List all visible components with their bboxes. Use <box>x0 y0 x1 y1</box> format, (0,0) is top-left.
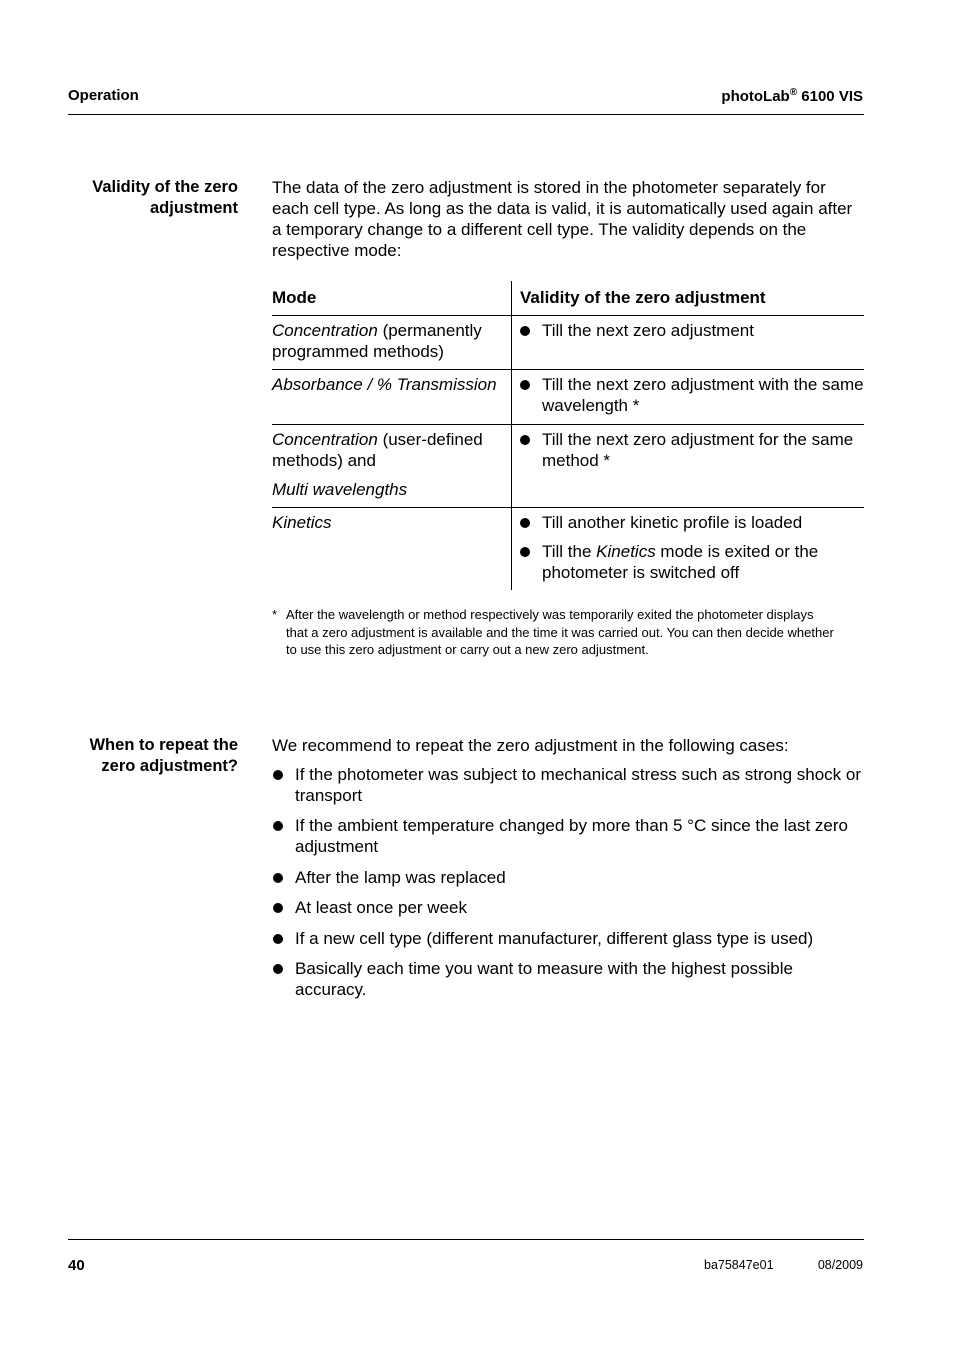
validity-heading-line2: adjustment <box>149 199 238 217</box>
header-product <box>721 87 863 105</box>
bullet-icon <box>520 435 530 445</box>
list-item-text: If a new cell type (different manufacturer, different glass type is used) <box>295 929 814 948</box>
bullet-icon <box>273 964 283 974</box>
item-suffix: mode is exited or the photometer is switched off <box>542 542 819 582</box>
repeat-intro: We recommend to repeat the zero adjustment in the following cases: <box>272 736 789 755</box>
table-row-mode-extra <box>272 479 506 500</box>
page-number: 40 <box>68 1257 85 1274</box>
list-item-text: If the ambient temperature changed by more than 5 °C since the last zero adjustment <box>295 816 848 856</box>
header-rule <box>68 114 864 115</box>
footnote-text: After the wavelength or method respectively was temporarily exited the photometer displays that a zero adjustment is available and the time it was carried out. You can then decide whether to use this zero adjustment or carry out a new zero adjustment. <box>286 607 834 657</box>
bullet-icon <box>273 873 283 883</box>
table-header-validity: Validity of the zero adjustment <box>520 288 766 307</box>
header-section-title: Operation <box>68 87 139 104</box>
mode-detail: (user-defined methods) and <box>272 430 483 470</box>
registered-mark: ® <box>789 87 798 98</box>
validity-heading-line1: Validity of the zero <box>92 178 238 196</box>
mode-detail: (permanently programmed methods) <box>272 321 482 361</box>
product-name: photoLab <box>721 88 790 105</box>
mode-name: Concentration <box>272 430 378 449</box>
list-item-text: Basically each time you want to measure with the highest possible accuracy. <box>295 959 793 999</box>
list-item-text: After the lamp was replaced <box>295 868 506 887</box>
table-row-rule <box>272 507 864 508</box>
footer-rule <box>68 1239 864 1240</box>
footnote-mark: * <box>272 607 278 622</box>
table-row-rule <box>272 424 864 425</box>
bullet-icon <box>273 934 283 944</box>
bullet-icon <box>273 821 283 831</box>
validity-item-text: Till the next zero adjustment <box>542 321 754 340</box>
table-header-mode: Mode <box>272 288 317 307</box>
item-prefix: Till the <box>542 542 597 561</box>
table-row-rule <box>272 369 864 370</box>
table-header-rule <box>272 315 864 316</box>
repeat-heading-line2: zero adjustment? <box>101 757 238 775</box>
bullet-icon <box>520 518 530 528</box>
document-date: 08/2009 <box>817 1258 863 1272</box>
list-item-text: At least once per week <box>295 898 467 917</box>
table-row-mode <box>272 512 506 533</box>
table-column-divider <box>511 281 512 590</box>
table-row-mode <box>272 374 510 395</box>
product-model: 6100 VIS <box>797 88 863 105</box>
document-id: ba75847e01 <box>704 1258 774 1272</box>
bullet-icon <box>520 380 530 390</box>
item-italic: Kinetics <box>596 542 656 561</box>
list-item-text: If the photometer was subject to mechanical stress such as strong shock or transport <box>295 765 861 805</box>
validity-heading <box>68 177 238 219</box>
bullet-icon <box>273 770 283 780</box>
bullet-icon <box>273 903 283 913</box>
mode-name: Kinetics <box>272 513 332 532</box>
mode-name: Absorbance / % Transmission <box>272 375 497 394</box>
validity-intro: The data of the zero adjustment is stored in the photometer separately for each cell type. As long as the data is valid, it is automatically used again after a temporary change to a different cell type. The validity depends on the respective mode: <box>272 178 853 260</box>
mode-name-extra: Multi wavelengths <box>272 480 408 499</box>
validity-item-text: Till the next zero adjustment with the same wavelength * <box>542 375 864 415</box>
table-row-mode <box>272 320 506 362</box>
validity-item-text: Till another kinetic profile is loaded <box>542 513 803 532</box>
validity-item-text <box>542 541 864 583</box>
bullet-icon <box>520 547 530 557</box>
repeat-heading-line1: When to repeat the <box>89 736 238 754</box>
table-row-mode <box>272 429 506 471</box>
validity-item-text: Till the next zero adjustment for the same method * <box>542 430 854 470</box>
bullet-icon <box>520 326 530 336</box>
mode-name: Concentration <box>272 321 378 340</box>
repeat-heading <box>68 735 238 777</box>
